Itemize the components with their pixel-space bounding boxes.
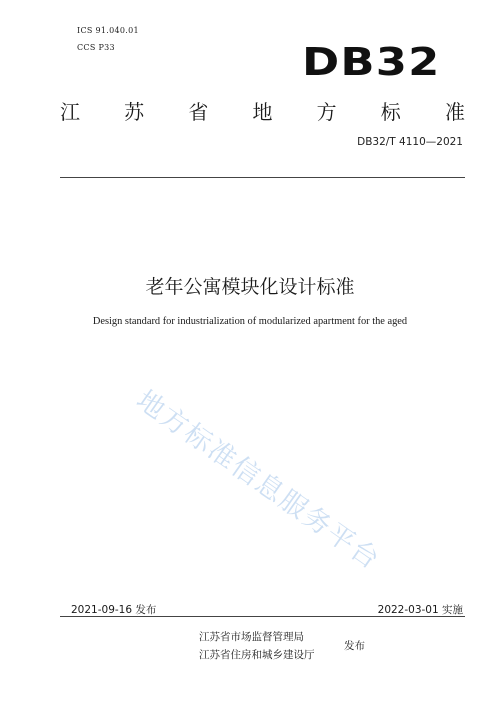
- category-char: 准: [444, 100, 465, 124]
- ics-code: ICS 91.040.01: [77, 26, 139, 35]
- category-char: 标: [380, 100, 401, 124]
- issuer-market-regulation: 江苏省市场监督管理局: [199, 631, 304, 643]
- category-char: 方: [316, 100, 337, 124]
- header-divider: [60, 177, 465, 178]
- category-char: 地: [252, 100, 273, 124]
- category-char: 省: [188, 100, 209, 124]
- ccs-code: CCS P33: [77, 43, 115, 52]
- footer-divider: [60, 616, 465, 617]
- issue-date: 2021-09-16 发布: [71, 604, 157, 616]
- document-title-zh: 老年公寓模块化设计标准: [145, 276, 355, 298]
- publish-label: 发布: [344, 640, 365, 652]
- standard-number: DB32/T 4110—2021: [357, 136, 463, 148]
- implementation-date: 2022-03-01 实施: [377, 604, 463, 616]
- watermark: 地方标准信息服务平台: [130, 384, 386, 577]
- document-title-en: Design standard for industrialization of modularized apartment for the aged: [92, 316, 408, 327]
- category-char: 苏: [124, 100, 145, 124]
- standard-logo: DB32: [302, 40, 441, 84]
- category-char: 江: [60, 100, 80, 124]
- issuer-housing-construction: 江苏省住房和城乡建设厅: [199, 649, 315, 661]
- standard-category: [60, 96, 465, 125]
